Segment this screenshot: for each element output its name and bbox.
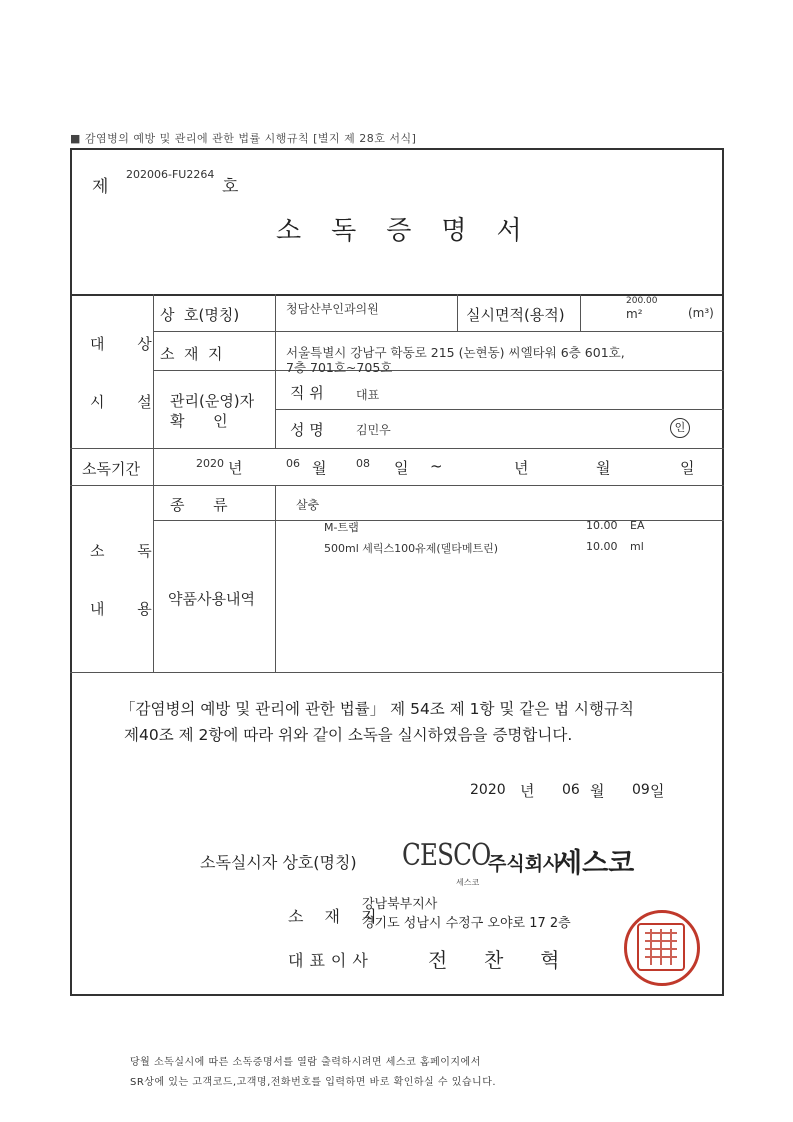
company-value: 청담산부인과의원	[286, 302, 379, 316]
company-seal-inner	[637, 923, 685, 971]
end-month-unit: 월	[596, 459, 611, 477]
chemical-name: 500ml 세릭스100유제(델타메트린)	[324, 542, 499, 555]
company-seal	[624, 910, 700, 986]
manager-label-line1: 관리(운영)자	[170, 392, 255, 410]
footer-line-1: 당월 소독실시에 따른 소독증명서를 열람 출력하시려면 세스코 홈페이지에서	[130, 1057, 481, 1068]
period-label: 소독기간	[82, 460, 140, 478]
row-divider	[70, 485, 724, 486]
type-label: 종 류	[170, 496, 228, 514]
day-unit: 일	[394, 459, 409, 477]
section-label-content: 내 용	[90, 600, 166, 618]
doc-number-suffix: 호	[222, 177, 239, 197]
area-value: 200.00	[626, 296, 658, 306]
address-line-2: 7층 701호~705호	[286, 360, 393, 375]
operator-company-label: 소독실시자 상호(명칭)	[200, 853, 357, 872]
issue-day-unit: 일	[650, 782, 665, 800]
section-label-target: 대 상	[90, 335, 166, 353]
seal-pattern-icon	[639, 925, 683, 969]
col-divider	[275, 294, 276, 448]
position-label: 직 위	[290, 384, 324, 402]
form-reference-note: ■ 감염병의 예방 및 관리에 관한 법률 시행규칙 [별지 제 28호 서식]	[70, 132, 417, 145]
statement-line-1: 「감염병의 예방 및 관리에 관한 법률」 제 54조 제 1항 및 같은 법 시행규칙	[120, 700, 634, 718]
chemical-qty: 10.00	[586, 519, 618, 532]
company-name: 세스코	[556, 848, 635, 879]
representative-name: 전 찬 혁	[428, 948, 568, 972]
issue-month-unit: 월	[590, 782, 605, 800]
representative-label: 대표이사	[288, 951, 374, 970]
operator-address: 경기도 성남시 수정구 오야로 17 2층	[362, 916, 571, 931]
row-divider	[70, 448, 724, 449]
section-label-facility: 시 설	[90, 393, 166, 411]
operator-address-label: 소 재 지	[288, 907, 385, 926]
row-divider	[275, 409, 724, 410]
manager-label-line2: 확 인	[170, 412, 228, 430]
row-divider	[153, 370, 724, 371]
position-value: 대표	[356, 388, 380, 402]
cesco-logo-sub: 세스코	[456, 878, 480, 887]
chemical-name: M-트랩	[324, 521, 359, 534]
row-divider	[70, 672, 724, 673]
end-year-unit: 년	[514, 459, 529, 477]
doc-number: 202006-FU2264	[126, 168, 215, 181]
col-divider	[153, 485, 154, 672]
chemical-qty: 10.00	[586, 540, 618, 553]
col-divider	[580, 294, 581, 331]
issue-month: 06	[562, 782, 580, 798]
year-unit: 년	[228, 459, 243, 477]
period-start-day: 08	[356, 457, 370, 470]
doc-number-prefix: 제	[92, 177, 109, 197]
period-tilde: ~	[430, 457, 443, 475]
name-label: 성 명	[290, 421, 324, 439]
certificate-title: 소독증명서	[276, 216, 552, 246]
area-unit-m2: m²	[626, 307, 643, 321]
month-unit: 월	[312, 459, 327, 477]
issue-year-unit: 년	[520, 782, 535, 800]
period-start-month: 06	[286, 457, 300, 470]
chemical-unit: EA	[630, 519, 645, 532]
type-value: 살충	[296, 498, 320, 512]
col-divider	[457, 294, 458, 331]
section-label-disinfection: 소 독	[90, 542, 166, 560]
end-day-unit: 일	[680, 459, 695, 477]
col-divider	[153, 294, 154, 448]
company-label: 상 호(명칭)	[160, 306, 240, 324]
issue-day: 09	[632, 782, 650, 798]
cesco-logo: CESCO	[402, 838, 491, 873]
issue-year: 2020	[470, 782, 506, 798]
operator-branch: 강남북부지사	[362, 897, 438, 912]
seal-mark: 인	[670, 418, 690, 438]
col-divider	[275, 485, 276, 672]
company-prefix: 주식회사	[488, 853, 562, 875]
period-start-year: 2020	[196, 457, 224, 470]
name-value: 김민우	[356, 423, 391, 437]
area-label: 실시면적(용적)	[466, 306, 565, 324]
area-unit-m3: (m³)	[688, 306, 714, 320]
address-label: 소 재 지	[160, 345, 223, 363]
col-divider	[153, 448, 154, 485]
chemical-unit: ml	[630, 540, 644, 553]
statement-line-2: 제40조 제 2항에 따라 위와 같이 소독을 실시하였음을 증명합니다.	[124, 726, 573, 744]
address-line-1: 서울특별시 강남구 학동로 215 (논현동) 씨엘타워 6층 601호,	[286, 345, 625, 360]
footer-line-2: SR상에 있는 고객코드,고객명,전화번호를 입력하면 바로 확인하실 수 있습니다.	[130, 1077, 497, 1088]
chemical-usage-label: 약품사용내역	[168, 590, 255, 608]
row-divider	[153, 331, 724, 332]
